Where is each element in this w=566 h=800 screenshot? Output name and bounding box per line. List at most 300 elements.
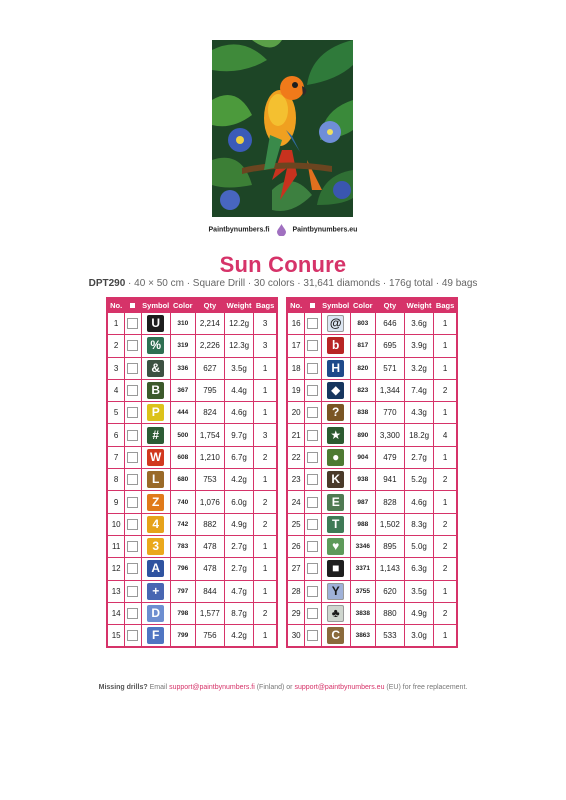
row-checkbox-cell	[125, 535, 141, 557]
color-table-left	[107, 298, 277, 647]
row-symbol-cell	[321, 357, 350, 379]
row-color-code: 783	[170, 535, 195, 557]
symbol-tile: F	[147, 627, 164, 644]
row-number: 3	[108, 357, 125, 379]
table-header-row	[108, 298, 277, 313]
row-qty: 2,214	[195, 313, 224, 335]
row-qty: 1,502	[375, 513, 404, 535]
row-qty: 880	[375, 602, 404, 624]
row-qty: 1,210	[195, 446, 224, 468]
paint-drop-icon	[277, 224, 286, 236]
row-checkbox-cell	[305, 379, 321, 401]
row-checkbox-cell	[305, 335, 321, 357]
row-bags: 1	[434, 625, 457, 647]
row-checkbox-cell	[305, 313, 321, 335]
table-row	[288, 357, 457, 379]
row-number: 28	[288, 580, 305, 602]
row-symbol-cell	[321, 313, 350, 335]
row-color-code: 890	[350, 424, 375, 446]
row-bags: 1	[434, 402, 457, 424]
row-color-code: 987	[350, 491, 375, 513]
row-number: 24	[288, 491, 305, 513]
symbol-tile: ?	[327, 404, 344, 421]
color-table-right	[287, 298, 457, 647]
row-checkbox-cell	[125, 558, 141, 580]
row-checkbox[interactable]	[307, 630, 318, 641]
row-symbol-cell	[141, 424, 170, 446]
row-symbol-cell	[141, 469, 170, 491]
header-weight: Weight	[224, 298, 253, 313]
row-qty: 795	[195, 379, 224, 401]
row-number: 8	[108, 469, 125, 491]
symbol-tile: +	[147, 583, 164, 600]
symbol-tile: Z	[147, 494, 164, 511]
row-checkbox-cell	[125, 513, 141, 535]
row-checkbox[interactable]	[127, 563, 138, 574]
row-number: 2	[108, 335, 125, 357]
row-bags: 1	[434, 335, 457, 357]
row-weight: 4.7g	[224, 580, 253, 602]
row-checkbox-cell	[125, 379, 141, 401]
row-checkbox[interactable]	[127, 318, 138, 329]
header-check	[125, 298, 141, 313]
row-bags: 1	[254, 469, 277, 491]
row-checkbox-cell	[125, 357, 141, 379]
row-bags: 1	[434, 580, 457, 602]
row-symbol-cell	[321, 558, 350, 580]
row-color-code: 988	[350, 513, 375, 535]
header-no: No.	[108, 298, 125, 313]
row-color-code: 740	[170, 491, 195, 513]
row-checkbox[interactable]	[127, 452, 138, 463]
row-weight: 9.7g	[224, 424, 253, 446]
row-qty: 478	[195, 558, 224, 580]
row-checkbox[interactable]	[307, 563, 318, 574]
row-weight: 4.2g	[224, 469, 253, 491]
row-bags: 1	[434, 313, 457, 335]
table-row	[108, 335, 277, 357]
row-weight: 8.7g	[224, 602, 253, 624]
row-checkbox-cell	[125, 469, 141, 491]
row-symbol-cell	[141, 580, 170, 602]
header-color: Color	[170, 298, 195, 313]
symbol-tile: b	[327, 337, 344, 354]
row-color-code: 608	[170, 446, 195, 468]
row-bags: 3	[254, 313, 277, 335]
row-checkbox[interactable]	[127, 385, 138, 396]
row-symbol-cell	[141, 558, 170, 580]
row-number: 23	[288, 469, 305, 491]
row-color-code: 680	[170, 469, 195, 491]
row-color-code: 3838	[350, 602, 375, 624]
row-checkbox[interactable]	[307, 541, 318, 552]
row-weight: 2.7g	[224, 558, 253, 580]
row-bags: 1	[254, 558, 277, 580]
table-row	[288, 402, 457, 424]
row-symbol-cell	[141, 357, 170, 379]
row-number: 12	[108, 558, 125, 580]
row-bags: 1	[434, 491, 457, 513]
table-row	[108, 625, 277, 647]
table-row	[108, 558, 277, 580]
row-number: 15	[108, 625, 125, 647]
row-checkbox-cell	[125, 580, 141, 602]
table-row	[108, 357, 277, 379]
table-row	[288, 580, 457, 602]
row-color-code: 803	[350, 313, 375, 335]
row-number: 25	[288, 513, 305, 535]
symbol-tile: Y	[327, 583, 344, 600]
row-number: 10	[108, 513, 125, 535]
header-check	[305, 298, 321, 313]
row-symbol-cell	[321, 580, 350, 602]
checkbox-header-icon	[310, 303, 315, 308]
symbol-tile: &	[147, 360, 164, 377]
row-checkbox[interactable]	[307, 474, 318, 485]
email-link-fi[interactable]: support@paintbynumbers.fi	[169, 684, 255, 691]
row-checkbox[interactable]	[307, 452, 318, 463]
row-qty: 3,300	[375, 424, 404, 446]
table-row	[108, 491, 277, 513]
header-symbol: Symbol	[321, 298, 350, 313]
row-weight: 2.7g	[404, 446, 433, 468]
symbol-tile: ★	[327, 427, 344, 444]
row-weight: 18.2g	[404, 424, 433, 446]
row-qty: 1,076	[195, 491, 224, 513]
row-qty: 695	[375, 335, 404, 357]
row-checkbox[interactable]	[307, 608, 318, 619]
row-qty: 478	[195, 535, 224, 557]
row-number: 4	[108, 379, 125, 401]
header-qty: Qty	[195, 298, 224, 313]
page-subtitle	[0, 278, 566, 289]
row-color-code: 820	[350, 357, 375, 379]
row-color-code: 3346	[350, 535, 375, 557]
row-symbol-cell	[141, 335, 170, 357]
row-bags: 3	[254, 335, 277, 357]
table-row	[108, 602, 277, 624]
row-symbol-cell	[321, 379, 350, 401]
row-checkbox-cell	[125, 446, 141, 468]
row-color-code: 904	[350, 446, 375, 468]
row-qty: 824	[195, 402, 224, 424]
row-qty: 533	[375, 625, 404, 647]
row-qty: 844	[195, 580, 224, 602]
symbol-tile: A	[147, 560, 164, 577]
row-number: 30	[288, 625, 305, 647]
row-number: 20	[288, 402, 305, 424]
symbol-tile: D	[147, 605, 164, 622]
row-checkbox-cell	[305, 558, 321, 580]
row-bags: 1	[254, 357, 277, 379]
row-number: 1	[108, 313, 125, 335]
table-row	[288, 535, 457, 557]
row-checkbox[interactable]	[307, 407, 318, 418]
row-weight: 3.6g	[404, 313, 433, 335]
row-symbol-cell	[141, 602, 170, 624]
symbol-tile: B	[147, 382, 164, 399]
table-header-row	[288, 298, 457, 313]
row-weight: 8.3g	[404, 513, 433, 535]
row-number: 13	[108, 580, 125, 602]
row-bags: 2	[254, 513, 277, 535]
row-symbol-cell	[321, 491, 350, 513]
header-symbol: Symbol	[141, 298, 170, 313]
row-bags: 1	[254, 535, 277, 557]
row-checkbox[interactable]	[307, 430, 318, 441]
symbol-tile: H	[327, 360, 344, 377]
table-row	[108, 424, 277, 446]
header-qty: Qty	[375, 298, 404, 313]
symbol-tile: T	[327, 516, 344, 533]
row-checkbox[interactable]	[307, 519, 318, 530]
row-weight: 4.6g	[224, 402, 253, 424]
row-number: 17	[288, 335, 305, 357]
symbol-tile: P	[147, 404, 164, 421]
row-bags: 2	[434, 469, 457, 491]
symbol-tile: W	[147, 449, 164, 466]
row-checkbox[interactable]	[307, 318, 318, 329]
row-color-code: 817	[350, 335, 375, 357]
row-number: 29	[288, 602, 305, 624]
row-symbol-cell	[321, 513, 350, 535]
row-bags: 4	[434, 424, 457, 446]
table-row	[288, 625, 457, 647]
row-symbol-cell	[321, 469, 350, 491]
row-checkbox-cell	[305, 446, 321, 468]
product-details: · 40 × 50 cm · Square Drill · 30 colors · 31,641 diamonds · 176g total · 49 bags	[125, 278, 478, 289]
row-weight: 3.2g	[404, 357, 433, 379]
row-weight: 12.3g	[224, 335, 253, 357]
row-color-code: 797	[170, 580, 195, 602]
row-checkbox-cell	[305, 602, 321, 624]
row-checkbox-cell	[305, 580, 321, 602]
row-color-code: 500	[170, 424, 195, 446]
row-checkbox[interactable]	[127, 630, 138, 641]
row-color-code: 319	[170, 335, 195, 357]
row-color-code: 3371	[350, 558, 375, 580]
row-weight: 6.3g	[404, 558, 433, 580]
row-color-code: 367	[170, 379, 195, 401]
row-color-code: 444	[170, 402, 195, 424]
row-color-code: 938	[350, 469, 375, 491]
symbol-tile: @	[327, 315, 344, 332]
row-color-code: 3863	[350, 625, 375, 647]
row-bags: 2	[254, 491, 277, 513]
brand-eu: Paintbynumbers.eu	[292, 226, 358, 234]
row-checkbox-cell	[125, 335, 141, 357]
row-color-code: 336	[170, 357, 195, 379]
row-symbol-cell	[141, 313, 170, 335]
table-row	[108, 402, 277, 424]
row-weight: 4.3g	[404, 402, 433, 424]
row-checkbox[interactable]	[127, 363, 138, 374]
row-color-code: 823	[350, 379, 375, 401]
row-checkbox-cell	[305, 357, 321, 379]
row-number: 27	[288, 558, 305, 580]
symbol-tile: 3	[147, 538, 164, 555]
row-color-code: 742	[170, 513, 195, 535]
row-weight: 5.0g	[404, 535, 433, 557]
row-qty: 2,226	[195, 335, 224, 357]
row-checkbox[interactable]	[127, 340, 138, 351]
row-symbol-cell	[141, 379, 170, 401]
table-row	[108, 535, 277, 557]
row-qty: 1,754	[195, 424, 224, 446]
row-weight: 7.4g	[404, 379, 433, 401]
footer-note	[0, 684, 566, 691]
symbol-tile: K	[327, 471, 344, 488]
row-checkbox[interactable]	[307, 497, 318, 508]
symbol-tile: 4	[147, 516, 164, 533]
table-row	[108, 513, 277, 535]
table-row	[288, 602, 457, 624]
row-color-code: 310	[170, 313, 195, 335]
symbol-tile: ♣	[327, 605, 344, 622]
footer-text-2: (Finland) or	[254, 684, 295, 691]
row-symbol-cell	[321, 625, 350, 647]
row-checkbox-cell	[125, 402, 141, 424]
row-number: 22	[288, 446, 305, 468]
row-bags: 2	[434, 379, 457, 401]
table-row	[288, 446, 457, 468]
row-number: 5	[108, 402, 125, 424]
row-qty: 1,577	[195, 602, 224, 624]
row-bags: 2	[254, 446, 277, 468]
table-row	[288, 469, 457, 491]
row-qty: 646	[375, 313, 404, 335]
row-number: 11	[108, 535, 125, 557]
header-weight: Weight	[404, 298, 433, 313]
row-bags: 2	[434, 535, 457, 557]
page-title: Sun Conure	[219, 252, 347, 277]
row-qty: 828	[375, 491, 404, 513]
brand-fi: Paintbynumbers.fi	[208, 226, 270, 234]
row-qty: 895	[375, 535, 404, 557]
row-checkbox[interactable]	[127, 474, 138, 485]
row-number: 26	[288, 535, 305, 557]
symbol-tile: ■	[327, 560, 344, 577]
row-qty: 770	[375, 402, 404, 424]
table-row	[108, 446, 277, 468]
footer-lead: Missing drills?	[98, 684, 148, 691]
row-checkbox-cell	[305, 535, 321, 557]
table-row	[288, 424, 457, 446]
row-qty: 941	[375, 469, 404, 491]
row-checkbox[interactable]	[127, 519, 138, 530]
table-row	[108, 313, 277, 335]
symbol-tile: ●	[327, 449, 344, 466]
row-bags: 1	[254, 580, 277, 602]
row-number: 16	[288, 313, 305, 335]
row-weight: 6.7g	[224, 446, 253, 468]
product-code: DPT290	[88, 278, 126, 289]
row-weight: 5.2g	[404, 469, 433, 491]
row-qty: 620	[375, 580, 404, 602]
row-symbol-cell	[141, 625, 170, 647]
table-row	[108, 469, 277, 491]
symbol-tile: E	[327, 494, 344, 511]
row-symbol-cell	[141, 491, 170, 513]
row-checkbox-cell	[125, 313, 141, 335]
row-symbol-cell	[321, 602, 350, 624]
row-bags: 2	[434, 602, 457, 624]
table-row	[108, 379, 277, 401]
table-row	[108, 580, 277, 602]
row-weight: 4.9g	[224, 513, 253, 535]
row-weight: 3.5g	[404, 580, 433, 602]
row-checkbox-cell	[305, 625, 321, 647]
row-bags: 2	[434, 513, 457, 535]
row-weight: 2.7g	[224, 535, 253, 557]
row-symbol-cell	[141, 402, 170, 424]
row-qty: 627	[195, 357, 224, 379]
symbol-tile: L	[147, 471, 164, 488]
row-symbol-cell	[141, 535, 170, 557]
row-qty: 882	[195, 513, 224, 535]
row-checkbox[interactable]	[127, 608, 138, 619]
row-symbol-cell	[321, 424, 350, 446]
header-bags: Bags	[254, 298, 277, 313]
row-checkbox-cell	[125, 424, 141, 446]
row-weight: 4.6g	[404, 491, 433, 513]
row-checkbox[interactable]	[307, 363, 318, 374]
row-checkbox[interactable]	[127, 430, 138, 441]
row-checkbox[interactable]	[127, 586, 138, 597]
row-qty: 479	[375, 446, 404, 468]
row-color-code: 3755	[350, 580, 375, 602]
row-checkbox[interactable]	[307, 385, 318, 396]
row-checkbox-cell	[125, 491, 141, 513]
row-bags: 2	[434, 558, 457, 580]
symbol-tile: #	[147, 427, 164, 444]
row-weight: 3.9g	[404, 335, 433, 357]
row-checkbox-cell	[305, 513, 321, 535]
row-checkbox[interactable]	[127, 541, 138, 552]
row-color-code: 798	[170, 602, 195, 624]
symbol-tile: C	[327, 627, 344, 644]
row-checkbox[interactable]	[127, 497, 138, 508]
row-checkbox[interactable]	[307, 586, 318, 597]
row-checkbox-cell	[125, 625, 141, 647]
row-bags: 1	[254, 625, 277, 647]
row-symbol-cell	[321, 535, 350, 557]
symbol-tile: ♥	[327, 538, 344, 555]
table-row	[288, 513, 457, 535]
row-checkbox[interactable]	[307, 340, 318, 351]
header-color: Color	[350, 298, 375, 313]
row-bags: 1	[254, 379, 277, 401]
row-checkbox-cell	[305, 469, 321, 491]
row-number: 21	[288, 424, 305, 446]
row-checkbox-cell	[305, 424, 321, 446]
row-weight: 4.9g	[404, 602, 433, 624]
symbol-tile: U	[147, 315, 164, 332]
row-qty: 1,143	[375, 558, 404, 580]
row-color-code: 799	[170, 625, 195, 647]
email-link-eu[interactable]: support@paintbynumbers.eu	[294, 684, 385, 691]
row-qty: 753	[195, 469, 224, 491]
row-weight: 3.5g	[224, 357, 253, 379]
row-number: 7	[108, 446, 125, 468]
row-number: 19	[288, 379, 305, 401]
table-row	[288, 335, 457, 357]
row-weight: 3.0g	[404, 625, 433, 647]
row-color-code: 796	[170, 558, 195, 580]
row-checkbox[interactable]	[127, 407, 138, 418]
table-row	[288, 379, 457, 401]
row-bags: 1	[434, 357, 457, 379]
